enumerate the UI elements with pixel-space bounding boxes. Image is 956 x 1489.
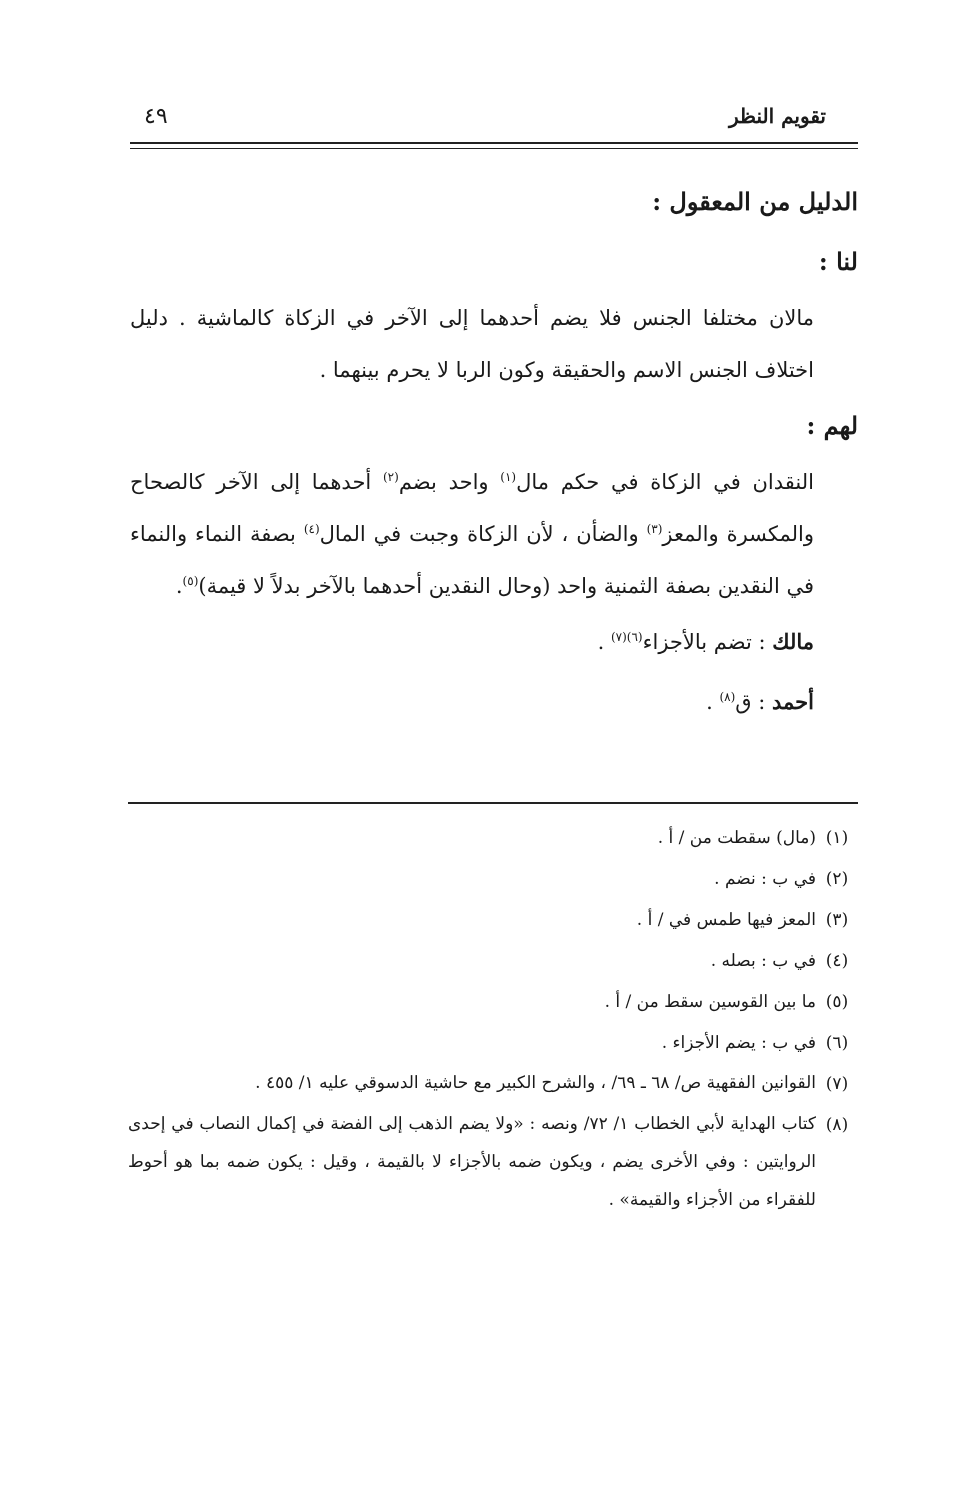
footnote-ref-8: (٨) <box>719 690 736 704</box>
footnote-number: (١) <box>825 828 849 848</box>
footnote-text: القوانين الفقهية ص/ ٦٨ ـ ٦٩/ ، والشرح الكبير مع حاشية الدسوقي عليه ١/ ٤٥٥ . <box>255 1073 816 1093</box>
footnote-8 <box>128 1105 858 1219</box>
lahum-heading: لهم : <box>806 411 858 440</box>
footnote-text: كتاب الهداية لأبي الخطاب ١/ ٧٢/ ونصه : «ولا يضم الذهب إلى الفضة في إكمال النصاب في إحدى الروايتين : وفي الأخرى يضم ، ويكون ضمه بالأجزاء لا بالقيمة ، وقيل : يكون ضمه بما هو أحوط للفقراء من الأجزاء والقيمة» . <box>128 1114 816 1210</box>
header-rule-thin <box>130 148 858 149</box>
footnote-5 <box>128 982 858 1023</box>
lahum-text-2: واحد بضم <box>398 470 501 494</box>
ahmad-text: : ق <box>735 690 773 714</box>
footnote-text: ما بين القوسين سقط من / أ . <box>604 992 816 1012</box>
lana-heading: لنا : <box>818 247 858 276</box>
malik-label: مالك <box>772 629 814 654</box>
lahum-text-6: . <box>175 574 183 598</box>
footnote-text: المعز فيها طمس في / أ . <box>636 910 816 930</box>
footnote-ref-6-7: (٦)(٧) <box>610 630 643 644</box>
footnote-text: في ب : يضم الأجزاء . <box>661 1033 816 1053</box>
footnote-4 <box>128 941 858 982</box>
footnote-7 <box>128 1064 858 1105</box>
malik-line <box>130 612 858 672</box>
footnote-text: في ب : بصله . <box>710 951 816 971</box>
section-heading: الدليل من المعقول : <box>652 187 858 216</box>
page-header <box>130 100 826 136</box>
page-number: ٤٩ <box>144 104 168 129</box>
footnote-number: (٦) <box>825 1033 849 1053</box>
malik-text: : تضم بالأجزاء <box>642 630 773 654</box>
ahmad-end: . <box>706 690 720 714</box>
running-title: تقويم النظر <box>729 104 826 128</box>
footnote-6 <box>128 1023 858 1064</box>
footnote-1 <box>128 818 858 859</box>
lahum-text-1: النقدان في الزكاة في حكم مال <box>516 470 814 494</box>
footnote-number: (٨) <box>825 1115 849 1135</box>
lahum-text-5: بصفة النماء والنماء في النقدين بصفة الثمنية واحد (وحال النقدين أحدهما بالآخر بدلاً لا قيمة) <box>130 522 814 598</box>
main-text <box>130 172 858 732</box>
footnote-text: (مال) سقطت من / أ . <box>657 828 816 848</box>
ahmad-line <box>130 672 858 732</box>
footnote-number: (٥) <box>825 992 849 1012</box>
footnote-ref-2: (٢) <box>382 470 399 484</box>
malik-end: . <box>597 630 611 654</box>
footnote-number: (٧) <box>825 1074 849 1094</box>
ahmad-label: أحمد <box>772 689 814 714</box>
footnote-text: في ب : نضم . <box>714 869 816 889</box>
footnote-ref-5: (٥) <box>182 574 199 588</box>
footnote-ref-1: (١) <box>500 470 517 484</box>
footnote-separator <box>128 802 858 804</box>
lahum-paragraph <box>130 456 858 612</box>
lahum-text-3: أحدهما إلى الآخر كالصحاح والمكسرة والمعز <box>130 470 814 546</box>
footnote-ref-3: (٣) <box>646 522 663 536</box>
footnote-number: (٣) <box>825 910 849 930</box>
footnote-2 <box>128 859 858 900</box>
footnote-number: (٢) <box>825 869 849 889</box>
footnote-ref-4: (٤) <box>303 522 320 536</box>
lahum-text-4: والضأن ، لأن الزكاة وجبت في المال <box>319 522 647 546</box>
footnotes <box>128 818 858 1219</box>
header-rule-thick <box>130 142 858 144</box>
lana-paragraph: مالان مختلفا الجنس فلا يضم أحدهما إلى الآخر في الزكاة كالماشية . دليل اختلاف الجنس الاسم والحقيقة وكون الربا لا يحرم بينهما . <box>130 306 814 382</box>
footnote-3 <box>128 900 858 941</box>
footnote-number: (٤) <box>825 951 849 971</box>
